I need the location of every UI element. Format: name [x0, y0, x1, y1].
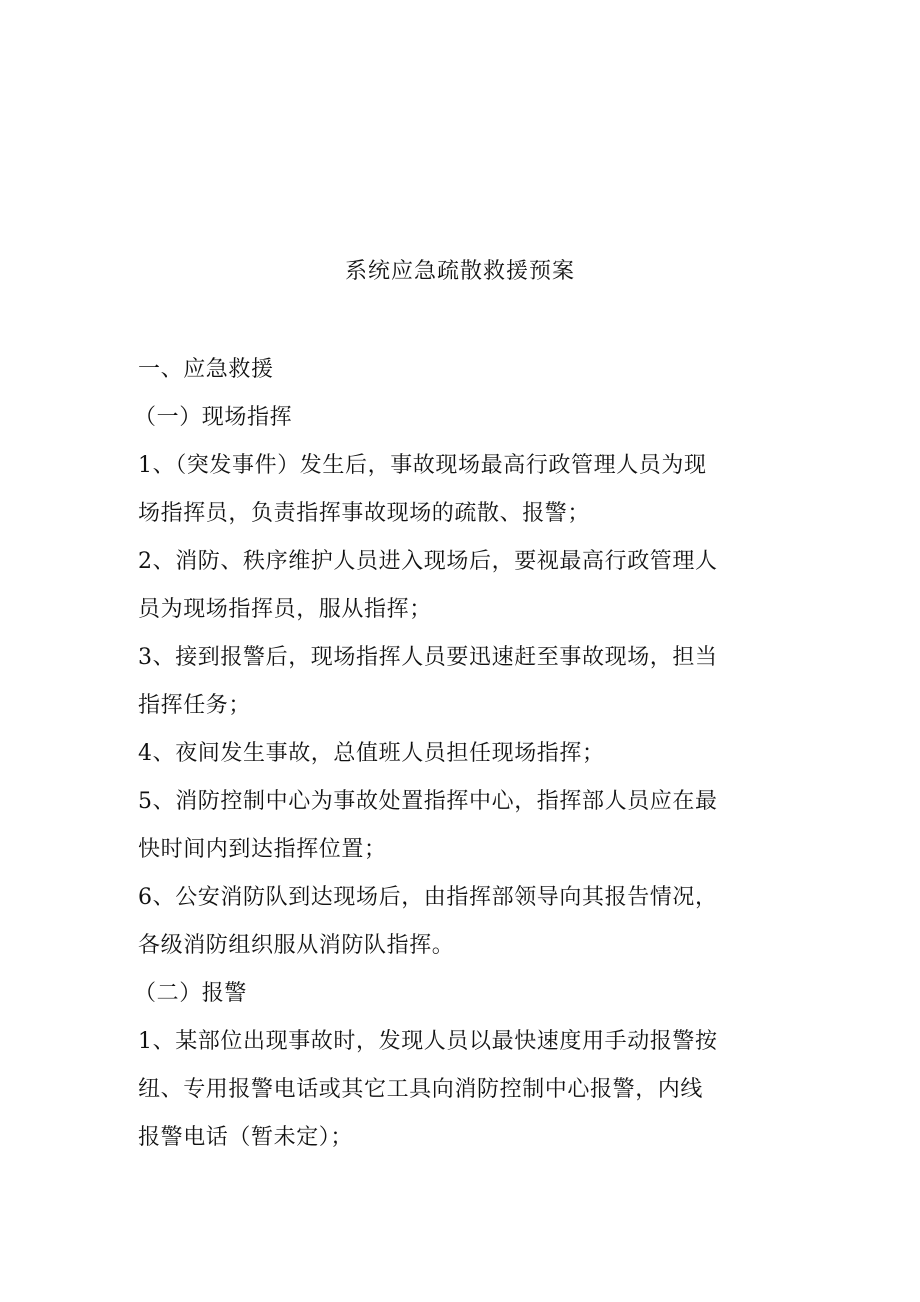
- body-line: 1、某部位出现事故时，发现人员以最快速度用手动报警按: [138, 1029, 718, 1054]
- body-line: 6、公安消防队到达现场后，由指挥部领导向其报告情况，: [138, 885, 718, 910]
- body-line: 快时间内到达指挥位置；: [138, 837, 387, 862]
- body-line: 指挥任务；: [138, 693, 252, 718]
- body-line: 2、消防、秩序维护人员进入现场后，要视最高行政管理人: [138, 549, 718, 574]
- body-line: 4、夜间发生事故，总值班人员担任现场指挥；: [138, 741, 605, 766]
- subsection-heading: （二）报警: [134, 981, 248, 1006]
- body-line: 场指挥员，负责指挥事故现场的疏散、报警；: [138, 501, 591, 526]
- body-line: 报警电话（暂未定）；: [138, 1125, 354, 1150]
- body-line: 1、（突发事件）发生后，事故现场最高行政管理人员为现: [138, 453, 707, 478]
- section-heading: 一、应急救援: [138, 357, 274, 382]
- body-line: 3、接到报警后，现场指挥人员要迅速赶至事故现场，担当: [138, 645, 718, 670]
- body-line: 各级消防组织服从消防队指挥。: [138, 933, 455, 958]
- body-line: 纽、专用报警电话或其它工具向消防控制中心报警，内线: [138, 1077, 704, 1102]
- document-body: [134, 346, 778, 1162]
- body-line: 5、消防控制中心为事故处置指挥中心，指挥部人员应在最: [138, 789, 718, 814]
- subsection-heading: （一）现场指挥: [134, 405, 293, 430]
- body-line: 员为现场指挥员，服从指挥；: [138, 597, 432, 622]
- document-title: 系统应急疏散救援预案: [344, 259, 575, 284]
